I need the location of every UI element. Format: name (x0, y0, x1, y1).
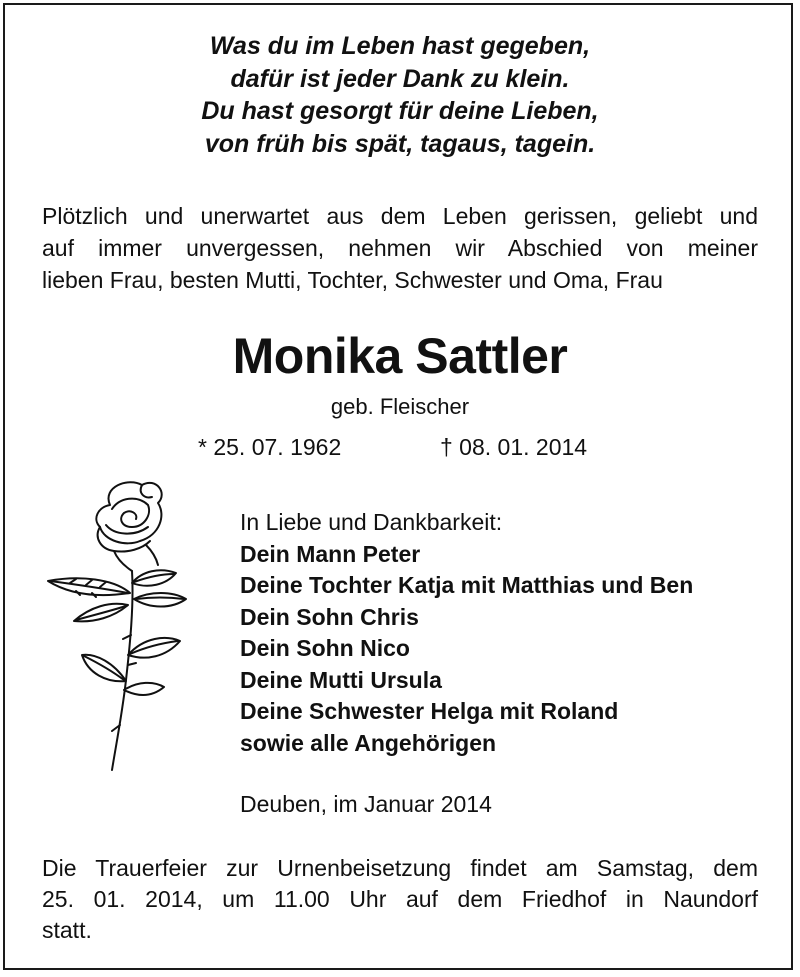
place-date: Deuben, im Januar 2014 (240, 791, 492, 817)
mourner-name: Dein Mann Peter (240, 540, 421, 567)
poem-line: Was du im Leben hast gegeben, (209, 32, 591, 60)
mourners-list (240, 507, 780, 759)
memorial-poem (0, 30, 800, 160)
mourner-name: sowie alle Angehörigen (240, 729, 497, 756)
mourner-name: Deine Tochter Katja mit Matthias und Ben (240, 572, 694, 598)
intro-paragraph (42, 200, 758, 296)
mourner-name: Dein Sohn Nico (240, 635, 410, 661)
funeral-line: statt. (42, 917, 92, 943)
mourner-name: Dein Sohn Chris (240, 603, 419, 630)
mourners-lead: In Liebe und Dankbarkeit: (240, 509, 503, 535)
mourner-name: Deine Mutti Ursula (240, 666, 442, 693)
intro-line: auf immer unvergessen, nehmen wir Abschied von meiner (42, 235, 758, 261)
birth-name: geb. Fleischer (330, 394, 470, 419)
funeral-notice (42, 853, 758, 946)
deceased-name: Monika Sattler (232, 328, 568, 384)
funeral-line: 25. 01. 2014, um 11.00 Uhr auf dem Friedhof in Naundorf (42, 886, 758, 912)
poem-line: Du hast gesorgt für deine Lieben, (201, 97, 599, 125)
rose-icon (40, 475, 210, 775)
poem-line: dafür ist jeder Dank zu klein. (230, 64, 570, 93)
intro-line: lieben Frau, besten Mutti, Tochter, Schwester und Oma, Frau (42, 267, 663, 293)
poem-line: von früh bis spät, tagaus, tagein. (204, 129, 596, 158)
mourner-name: Deine Schwester Helga mit Roland (240, 698, 619, 724)
intro-line: Plötzlich und unerwartet aus dem Leben gerissen, geliebt und (42, 203, 758, 229)
death-date: † 08. 01. 2014 (440, 434, 588, 460)
birth-date: * 25. 07. 1962 (198, 434, 342, 460)
funeral-line: Die Trauerfeier zur Urnenbeisetzung findet am Samstag, dem (42, 855, 758, 881)
